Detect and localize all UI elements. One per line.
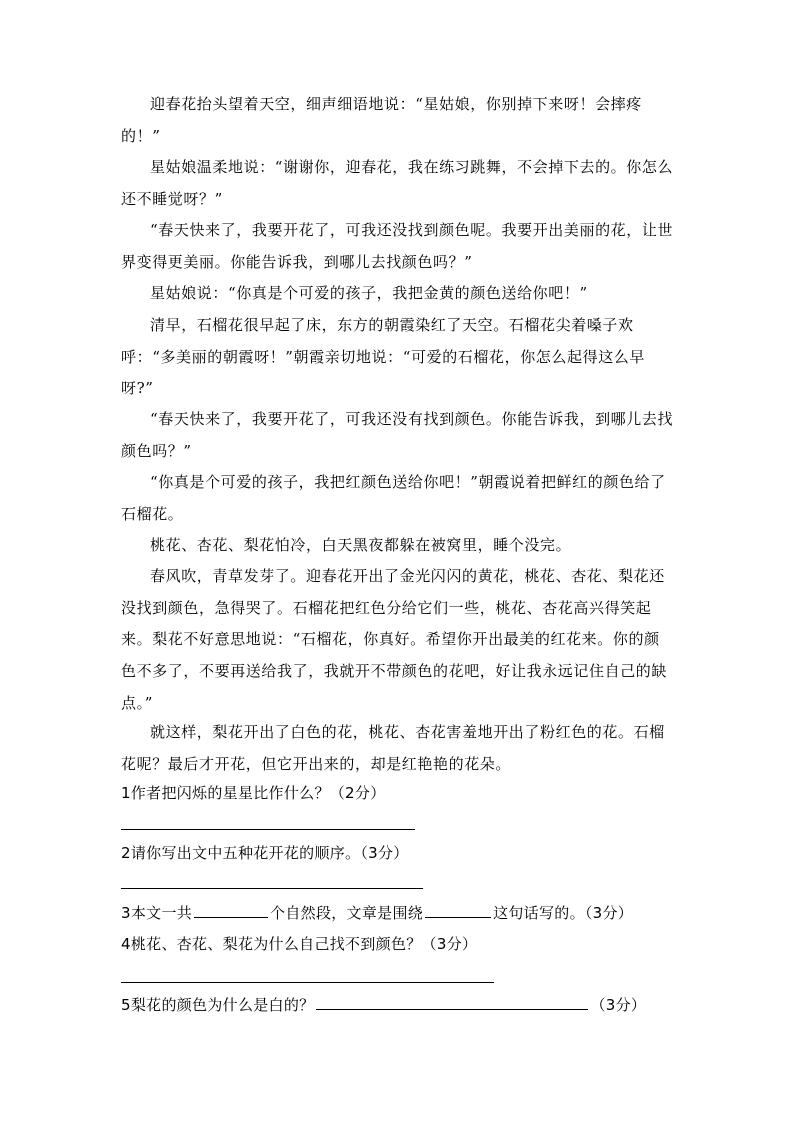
question-3-text-a: 3本文一共 — [121, 904, 193, 922]
passage-paragraph-7: “你真是个可爱的孩子，我把红颜色送给你吧！”朝霞说着把鲜红的颜色给了石榴花。 — [121, 473, 666, 523]
answer-line-1[interactable] — [121, 829, 415, 830]
question-1: 1作者把闪烁的星星比作什么？（2分） — [121, 784, 386, 802]
question-4: 4桃花、杏花、梨花为什么自己找不到颜色？（3分） — [121, 935, 478, 953]
question-3 — [121, 901, 633, 925]
question-3-blank-2[interactable] — [425, 902, 491, 918]
question-3-text-b: 个自然段，文章是围绕 — [270, 904, 424, 922]
passage-paragraph-2: 星姑娘温柔地说：“谢谢你，迎春花，我在练习跳舞，不会掉下去的。你怎么还不睡觉呀？” — [121, 158, 674, 208]
passage-paragraph-5: 清早，石榴花很早起了床，东方的朝霞染红了天空。石榴花尖着嗓子欢呼：“多美丽的朝霞呀！”朝霞亲切地说：“可爱的石榴花，你怎么起得这么早呀?” — [121, 316, 646, 398]
question-3-text-c: 这句话写的。（3分） — [493, 904, 634, 922]
question-5 — [121, 993, 646, 1017]
passage-paragraph-4: 星姑娘说：“你真是个可爱的孩子，我把金黄的颜色送给你吧！” — [150, 284, 588, 302]
passage-paragraph-9: 春风吹，青草发芽了。迎春花开出了金光闪闪的黄花，桃花、杏花、梨花还没找到颜色，急得哭了。石榴花把红色分给它们一些，桃花、杏花高兴得笑起来。梨花不好意思地说：“石榴花，你真好。希望你开出最美的红花来。你的颜色不多了，不要再送给我了，我就开不带颜色的花吧，好让我永远记住自己的缺点。” — [121, 567, 668, 712]
passage-paragraph-10: 就这样，梨花开出了白色的花，桃花、杏花害羞地开出了粉红色的花。石榴花呢？最后才开花，但它开出来的，却是红艳艳的花朵。 — [121, 723, 665, 773]
question-5-blank[interactable] — [316, 994, 588, 1010]
question-2: 2请你写出文中五种花开花的顺序。（3分） — [121, 844, 409, 862]
answer-line-2[interactable] — [121, 888, 423, 889]
passage-paragraph-1: 迎春花抬头望着天空，细声细语地说：“星姑娘，你别掉下来呀！会摔疼的！” — [121, 95, 642, 145]
question-3-blank-1[interactable] — [194, 902, 268, 918]
question-5-text-b: （3分） — [590, 996, 647, 1014]
passage-paragraph-8: 桃花、杏花、梨花怕冷，白天黑夜都躲在被窝里，睡个没完。 — [150, 536, 572, 554]
answer-line-4[interactable] — [121, 982, 494, 983]
passage-paragraph-3: “春天快来了，我要开花了，可我还没找到颜色呢。我要开出美丽的花，让世界变得更美丽。你能告诉我，到哪儿去找颜色吗？” — [121, 221, 674, 271]
passage-paragraph-6: “春天快来了，我要开花了，可我还没有找到颜色。你能告诉我，到哪儿去找颜色吗？” — [121, 410, 674, 460]
question-5-text-a: 5梨花的颜色为什么是白的？ — [121, 996, 315, 1014]
